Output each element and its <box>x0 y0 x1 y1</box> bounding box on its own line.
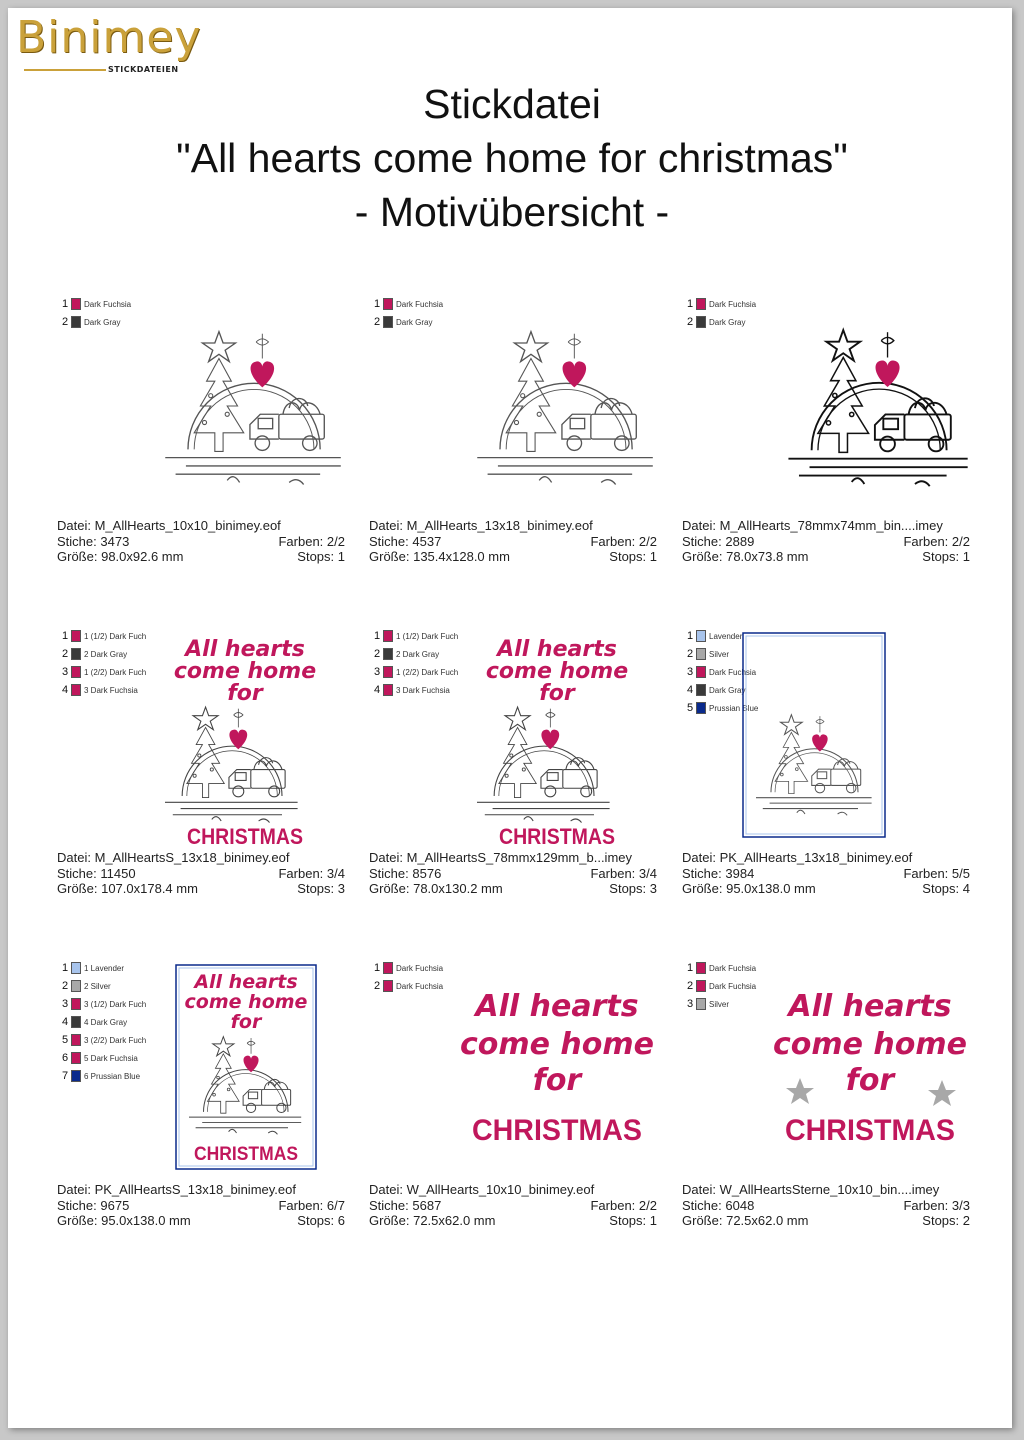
legend-number: 1 <box>374 630 381 642</box>
color-swatch <box>696 630 706 642</box>
stops-label: Stops: <box>609 881 647 896</box>
stitch-row <box>682 534 970 550</box>
size-label: Größe: <box>682 1213 723 1228</box>
motif-card <box>369 296 669 576</box>
motif-script-line-3: for <box>230 1011 262 1033</box>
legend-color-name: Dark Fuchsia <box>396 300 444 309</box>
legend-color-name: 1 (2/2) Dark Fuch <box>84 668 147 677</box>
embroidery-design-preview <box>457 632 657 857</box>
colors-label: Farben: <box>590 533 636 549</box>
file-name: W_AllHearts_10x10_binimey.eof <box>406 1182 595 1197</box>
star-icon <box>505 707 530 730</box>
file-label: Datei: <box>369 1182 403 1197</box>
embroidery-design-preview <box>770 980 970 1165</box>
legend-number: 3 <box>62 998 69 1010</box>
legend-color-name: Dark Fuchsia <box>396 982 444 991</box>
legend-number: 1 <box>687 298 694 310</box>
file-row <box>682 518 970 534</box>
motif-card <box>682 296 982 576</box>
file-name: M_AllHearts_13x18_binimey.eof <box>406 518 593 533</box>
file-row <box>57 1182 345 1198</box>
hanging-string <box>816 716 824 732</box>
file-name: PK_AllHearts_13x18_binimey.eof <box>719 850 913 865</box>
size-label: Größe: <box>369 881 410 896</box>
embroidery-design-preview <box>469 318 659 499</box>
motif-card <box>682 960 982 1240</box>
legend-color-name: 5 Dark Fuchsia <box>84 1054 138 1063</box>
color-swatch <box>71 630 81 642</box>
colors-count: 2/2 <box>951 533 970 549</box>
truck-icon <box>250 398 324 450</box>
size-label: Größe: <box>369 1213 410 1228</box>
size-row <box>369 1213 657 1229</box>
embroidery-design-preview <box>157 318 347 499</box>
legend-number: 2 <box>687 648 694 660</box>
silver-star-icon <box>928 1080 956 1106</box>
file-row <box>369 518 657 534</box>
legend-number: 2 <box>374 980 381 992</box>
motif-card <box>57 960 357 1240</box>
motif-script-line-3: for <box>532 1063 582 1098</box>
size-value: 135.4x128.0 mm <box>413 549 510 564</box>
legend-color-name: 2 Dark Gray <box>84 650 128 659</box>
stops-count: 2 <box>962 1213 970 1228</box>
stitch-label: Stiche: <box>369 533 409 549</box>
motif-script-line-3: for <box>539 681 575 706</box>
stitch-count: 3473 <box>100 533 130 549</box>
color-swatch <box>71 1052 81 1064</box>
colors-label: Farben: <box>903 865 949 881</box>
star-icon <box>193 707 218 730</box>
color-swatch <box>383 684 393 696</box>
color-swatch <box>696 702 706 714</box>
motif-caps-line: CHRISTMAS <box>187 824 303 849</box>
legend-number: 2 <box>687 980 694 992</box>
legend-color-name: Dark Fuchsia <box>709 982 757 991</box>
size-value: 98.0x92.6 mm <box>101 549 184 564</box>
file-row <box>369 850 657 866</box>
christmas-tree-icon <box>499 727 536 797</box>
stitch-count: 9675 <box>100 1197 130 1213</box>
legend-color-name: Prussian Blue <box>709 704 759 713</box>
stops-label: Stops: <box>297 881 335 896</box>
stitch-row <box>369 866 657 882</box>
page-title-line-1: Stickdatei <box>423 81 601 127</box>
legend-color-name: Dark Gray <box>709 318 746 327</box>
colors-count: 3/4 <box>638 865 657 881</box>
color-swatch <box>383 298 393 310</box>
stitch-row <box>57 866 345 882</box>
file-row <box>369 1182 657 1198</box>
stitch-row <box>682 866 970 882</box>
color-swatch <box>383 630 393 642</box>
motif-card <box>57 628 357 908</box>
colors-count: 3/4 <box>326 865 345 881</box>
ground-lines <box>477 458 653 485</box>
colors-label: Farben: <box>590 1197 636 1213</box>
legend-color-name: 1 Lavender <box>84 964 125 973</box>
stitch-count: 8576 <box>412 865 442 881</box>
file-label: Datei: <box>57 518 91 533</box>
color-swatch <box>71 1070 81 1082</box>
colors-count: 2/2 <box>638 533 657 549</box>
logo-underline <box>24 69 106 71</box>
ground-lines <box>165 458 341 485</box>
motif-card <box>57 296 357 576</box>
stops-label: Stops: <box>609 1213 647 1228</box>
stops-count: 3 <box>649 881 657 896</box>
legend-number: 5 <box>687 702 694 714</box>
christmas-tree-icon <box>194 359 244 452</box>
size-label: Größe: <box>682 549 723 564</box>
color-swatch <box>383 980 393 992</box>
legend-number: 5 <box>62 1034 69 1046</box>
ground-lines <box>788 459 967 486</box>
colors-label: Farben: <box>903 1197 949 1213</box>
stitch-row <box>57 1198 345 1214</box>
legend-color-name: Dark Gray <box>396 318 433 327</box>
size-row <box>682 549 970 565</box>
legend-color-name: Silver <box>709 650 730 659</box>
color-swatch <box>71 648 81 660</box>
colors-label: Farben: <box>278 533 324 549</box>
color-swatch <box>71 316 81 328</box>
size-value: 78.0x73.8 mm <box>726 549 809 564</box>
stitch-row <box>682 1198 970 1214</box>
stops-label: Stops: <box>297 549 335 564</box>
hanging-string <box>247 1038 255 1054</box>
motif-script-line-1: All hearts <box>475 989 639 1024</box>
frame-border <box>743 633 885 837</box>
legend-number: 3 <box>374 666 381 678</box>
color-swatch <box>696 666 706 678</box>
ground-lines <box>756 798 872 816</box>
stops-count: 1 <box>649 1213 657 1228</box>
motif-card <box>369 628 669 908</box>
size-value: 72.5x62.0 mm <box>413 1213 496 1228</box>
legend-color-name: Dark Fuchsia <box>84 300 132 309</box>
legend-color-name: 2 Silver <box>84 982 111 991</box>
motif-caps-line: CHRISTMAS <box>194 1144 298 1165</box>
file-label: Datei: <box>369 850 403 865</box>
motif-script-line-1: All hearts <box>788 989 952 1024</box>
stitch-label: Stiche: <box>369 1197 409 1213</box>
color-swatch <box>696 648 706 660</box>
legend-number: 2 <box>62 316 69 328</box>
color-swatch <box>71 980 81 992</box>
stops-count: 1 <box>649 549 657 564</box>
legend-number: 2 <box>62 980 69 992</box>
motif-caps-line: CHRISTMAS <box>472 1114 642 1147</box>
file-label: Datei: <box>369 518 403 533</box>
motif-script-line-2: come home <box>173 659 317 684</box>
star-icon <box>202 332 235 362</box>
color-swatch <box>383 962 393 974</box>
file-name: M_AllHeartsS_13x18_binimey.eof <box>94 850 290 865</box>
stitch-label: Stiche: <box>369 865 409 881</box>
stops-label: Stops: <box>297 1213 335 1228</box>
legend-color-name: 3 Dark Fuchsia <box>84 686 138 695</box>
size-value: 95.0x138.0 mm <box>101 1213 191 1228</box>
color-swatch <box>71 298 81 310</box>
size-row <box>682 881 970 897</box>
embroidery-design-preview <box>145 632 345 857</box>
motif-script-line-1: All hearts <box>497 637 617 662</box>
colors-label: Farben: <box>278 865 324 881</box>
legend-color-name: Dark Fuchsia <box>709 668 757 677</box>
logo-subtitle: STICKDATEIEN <box>108 65 179 74</box>
file-info <box>57 850 345 897</box>
stitch-count: 5687 <box>412 1197 442 1213</box>
size-label: Größe: <box>57 549 98 564</box>
motif-script-line-2: come home <box>772 1027 968 1062</box>
truck-icon <box>562 398 636 450</box>
legend-color-name: Silver <box>709 1000 730 1009</box>
file-info <box>682 518 970 565</box>
legend-number: 3 <box>687 998 694 1010</box>
motif-script-line-2: come home <box>485 659 629 684</box>
star-icon <box>780 715 802 735</box>
legend-color-name: 1 (1/2) Dark Fuch <box>84 632 147 641</box>
legend-number: 1 <box>62 630 69 642</box>
color-swatch <box>71 684 81 696</box>
christmas-tree-icon <box>187 727 224 797</box>
stops-count: 3 <box>337 881 345 896</box>
legend-number: 2 <box>62 648 69 660</box>
file-row <box>57 850 345 866</box>
legend-number: 6 <box>62 1052 69 1064</box>
size-row <box>369 549 657 565</box>
motif-script-line-2: come home <box>184 991 308 1013</box>
file-name: W_AllHeartsSterne_10x10_bin....imey <box>719 1182 940 1197</box>
size-label: Größe: <box>682 881 723 896</box>
hanging-string <box>568 334 580 359</box>
stitch-row <box>369 1198 657 1214</box>
stitch-row <box>369 534 657 550</box>
silver-star-icon <box>786 1078 814 1104</box>
stitch-row <box>57 534 345 550</box>
stitch-label: Stiche: <box>57 1197 97 1213</box>
file-info <box>57 1182 345 1229</box>
logo-wordmark: Binimey <box>16 12 202 63</box>
motif-script-line-2: come home <box>459 1027 655 1062</box>
stops-count: 6 <box>337 1213 345 1228</box>
color-swatch <box>71 1016 81 1028</box>
size-value: 72.5x62.0 mm <box>726 1213 809 1228</box>
file-info <box>682 850 970 897</box>
embroidery-design-preview <box>175 964 319 1177</box>
file-row <box>682 850 970 866</box>
motif-script-line-1: All hearts <box>185 637 305 662</box>
christmas-tree-icon <box>207 1054 239 1113</box>
size-value: 107.0x178.4 mm <box>101 881 198 896</box>
size-label: Größe: <box>57 881 98 896</box>
binimey-logo <box>16 14 216 84</box>
file-info <box>369 850 657 897</box>
file-info <box>369 518 657 565</box>
legend-number: 4 <box>62 1016 69 1028</box>
page-title-line-3: - Motivübersicht - <box>354 189 670 235</box>
legend-color-name: Dark Fuchsia <box>709 964 757 973</box>
file-info <box>682 1182 970 1229</box>
legend-color-name: 3 (2/2) Dark Fuch <box>84 1036 147 1045</box>
legend-number: 4 <box>687 684 694 696</box>
legend-color-name: Dark Fuchsia <box>709 300 757 309</box>
hanging-string <box>881 332 894 357</box>
legend-number: 2 <box>374 648 381 660</box>
stops-label: Stops: <box>609 549 647 564</box>
size-row <box>57 1213 345 1229</box>
legend-color-name: 3 (1/2) Dark Fuch <box>84 1000 147 1009</box>
file-row <box>682 1182 970 1198</box>
motif-script-line-3: for <box>845 1063 895 1098</box>
legend-number: 2 <box>374 316 381 328</box>
color-swatch <box>696 980 706 992</box>
legend-color-name: Dark Gray <box>84 318 121 327</box>
file-info <box>369 1182 657 1229</box>
file-label: Datei: <box>682 1182 716 1197</box>
colors-label: Farben: <box>590 865 636 881</box>
motif-card <box>369 960 669 1240</box>
file-name: M_AllHeartsS_78mmx129mm_b...imey <box>406 850 632 865</box>
color-swatch <box>71 998 81 1010</box>
size-value: 95.0x138.0 mm <box>726 881 816 896</box>
file-name: M_AllHearts_10x10_binimey.eof <box>94 518 281 533</box>
color-swatch <box>71 962 81 974</box>
color-swatch <box>71 1034 81 1046</box>
color-swatch <box>696 998 706 1010</box>
colors-count: 6/7 <box>326 1197 345 1213</box>
legend-number: 1 <box>374 962 381 974</box>
file-info <box>57 518 345 565</box>
motif-script-line-3: for <box>227 681 263 706</box>
colors-count: 3/3 <box>951 1197 970 1213</box>
ground-lines <box>477 802 610 822</box>
file-label: Datei: <box>57 850 91 865</box>
hanging-string <box>546 709 555 728</box>
legend-number: 3 <box>62 666 69 678</box>
legend-color-name: Lavender <box>709 632 743 641</box>
legend-number: 3 <box>687 666 694 678</box>
legend-color-name: 1 (2/2) Dark Fuch <box>396 668 459 677</box>
size-label: Größe: <box>369 549 410 564</box>
file-label: Datei: <box>57 1182 91 1197</box>
stitch-count: 2889 <box>725 533 755 549</box>
stops-count: 1 <box>337 549 345 564</box>
legend-number: 7 <box>62 1070 69 1082</box>
colors-label: Farben: <box>903 533 949 549</box>
stops-label: Stops: <box>922 549 960 564</box>
stitch-label: Stiche: <box>57 865 97 881</box>
hanging-string <box>234 709 243 728</box>
star-icon <box>213 1037 234 1056</box>
christmas-tree-icon <box>506 359 556 452</box>
christmas-tree-icon <box>775 732 808 793</box>
color-swatch <box>383 316 393 328</box>
file-name: M_AllHearts_78mmx74mm_bin....imey <box>719 518 943 533</box>
stitch-count: 3984 <box>725 865 755 881</box>
legend-color-name: Dark Gray <box>709 686 746 695</box>
stops-label: Stops: <box>922 881 960 896</box>
size-label: Größe: <box>57 1213 98 1228</box>
stops-count: 1 <box>962 549 970 564</box>
embroidery-design-preview <box>742 632 888 845</box>
size-row <box>682 1213 970 1229</box>
stops-count: 4 <box>962 881 970 896</box>
page-title-line-2: "All hearts come home for christmas" <box>176 135 848 181</box>
motif-caps-line: CHRISTMAS <box>785 1114 955 1147</box>
legend-number: 1 <box>374 298 381 310</box>
legend-number: 4 <box>374 684 381 696</box>
motif-card <box>682 628 982 908</box>
motif-caps-line: CHRISTMAS <box>499 824 615 849</box>
legend-number: 1 <box>62 298 69 310</box>
color-swatch <box>383 648 393 660</box>
star-icon <box>514 332 547 362</box>
stitch-count: 6048 <box>725 1197 755 1213</box>
christmas-tree-icon <box>818 358 869 453</box>
motif-script-line-1: All hearts <box>194 971 298 993</box>
colors-count: 5/5 <box>951 865 970 881</box>
colors-label: Farben: <box>278 1197 324 1213</box>
stops-label: Stops: <box>922 1213 960 1228</box>
legend-number: 1 <box>687 630 694 642</box>
color-swatch <box>696 962 706 974</box>
file-row <box>57 518 345 534</box>
size-value: 78.0x130.2 mm <box>413 881 503 896</box>
size-row <box>57 549 345 565</box>
stitch-label: Stiche: <box>682 533 722 549</box>
legend-color-name: 1 (1/2) Dark Fuch <box>396 632 459 641</box>
color-swatch <box>696 316 706 328</box>
legend-number: 1 <box>687 962 694 974</box>
stitch-count: 11450 <box>100 865 136 881</box>
stitch-label: Stiche: <box>682 1197 722 1213</box>
color-swatch <box>71 666 81 678</box>
legend-color-name: 4 Dark Gray <box>84 1018 128 1027</box>
file-name: PK_AllHeartsS_13x18_binimey.eof <box>94 1182 296 1197</box>
file-label: Datei: <box>682 850 716 865</box>
ground-lines <box>165 802 298 822</box>
stitch-label: Stiche: <box>57 533 97 549</box>
file-label: Datei: <box>682 518 716 533</box>
legend-color-name: 3 Dark Fuchsia <box>396 686 450 695</box>
size-row <box>369 881 657 897</box>
legend-number: 1 <box>62 962 69 974</box>
stitch-label: Stiche: <box>682 865 722 881</box>
colors-count: 2/2 <box>638 1197 657 1213</box>
color-swatch <box>696 684 706 696</box>
legend-color-name: Dark Fuchsia <box>396 964 444 973</box>
embroidery-design-preview <box>457 980 657 1165</box>
legend-number: 2 <box>687 316 694 328</box>
embroidery-design-preview <box>780 318 974 499</box>
colors-count: 2/2 <box>326 533 345 549</box>
legend-number: 4 <box>62 684 69 696</box>
size-row <box>57 881 345 897</box>
legend-color-name: 6 Prussian Blue <box>84 1072 141 1081</box>
color-swatch <box>383 666 393 678</box>
legend-color-name: 2 Dark Gray <box>396 650 440 659</box>
stitch-count: 4537 <box>412 533 442 549</box>
hanging-string <box>256 334 268 359</box>
ground-lines <box>189 1117 301 1134</box>
color-swatch <box>696 298 706 310</box>
